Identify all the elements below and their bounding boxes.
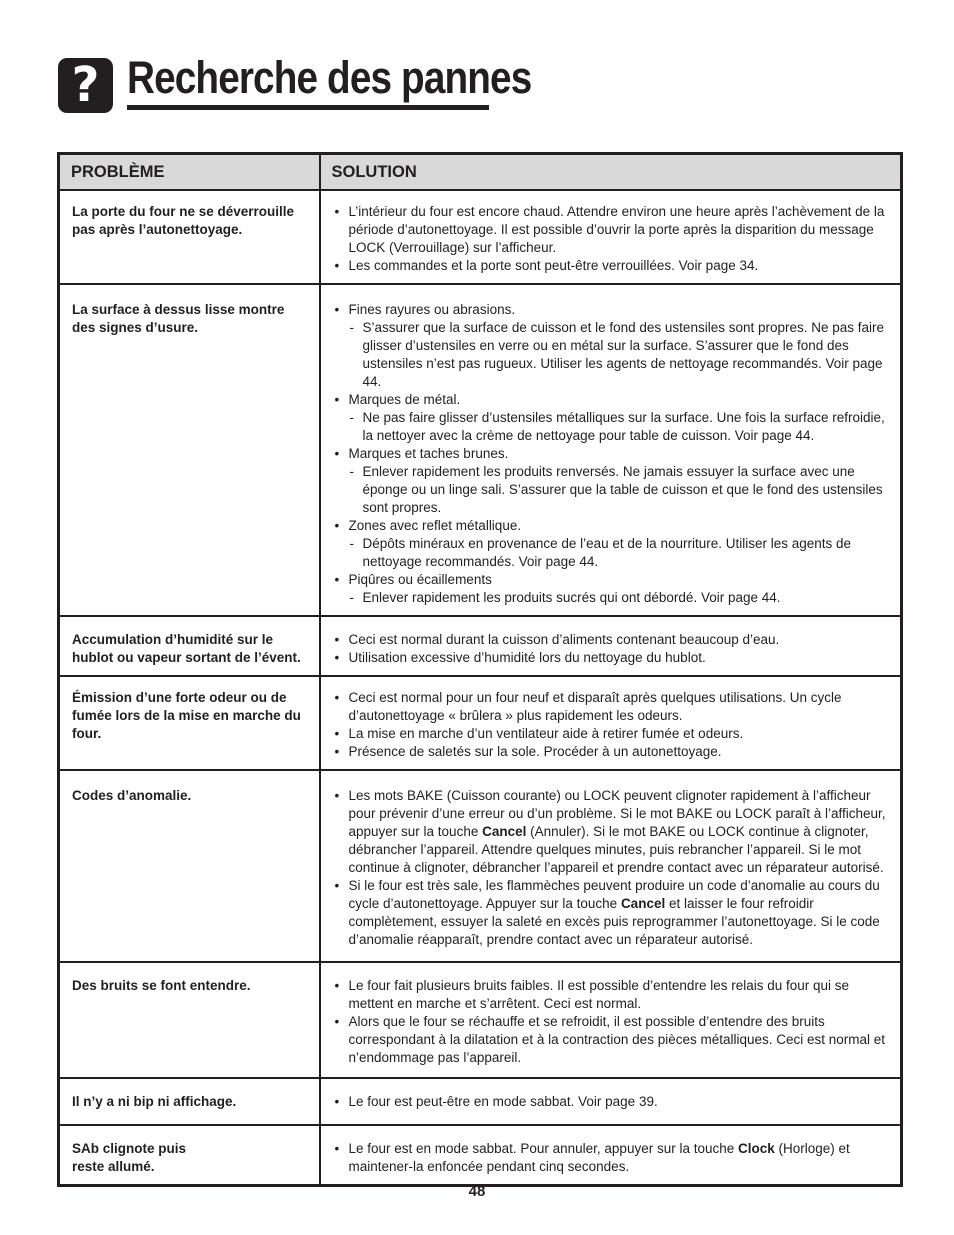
- table-header-row: [59, 154, 902, 191]
- table-row: [59, 676, 902, 770]
- solution-subitem: - Ne pas faire glisser d’ustensiles métalliques sur la surface. Une fois la surface refroidie, la nettoyer avec la crème de nettoyage pour table de cuisson. Voir page 44.: [349, 409, 895, 445]
- solution-item: • Piqûres ou écaillements - Enlever rapidement les produits sucrés qui ont débordé. Voir page 44.: [333, 571, 895, 607]
- solution-item: • La mise en marche d’un ventilateur aide à retirer fumée et odeurs.: [333, 725, 895, 743]
- solution-item: • Le four est peut-être en mode sabbat. Voir page 39.: [333, 1093, 895, 1111]
- solution-item: • Le four est en mode sabbat. Pour annuler, appuyer sur la touche Clock (Horloge) et maintener-la enfoncée pendant cinq secondes.: [333, 1140, 895, 1176]
- solution-cell: [320, 284, 902, 616]
- problem-cell: Il n’y a ni bip ni affichage.: [59, 1078, 320, 1125]
- page-title: Recherche des pannes: [127, 52, 532, 103]
- problem-cell: La porte du four ne se déverrouille pas après l’autonettoyage.: [59, 190, 320, 284]
- solution-cell: [320, 1078, 902, 1125]
- title-underline: [127, 105, 489, 110]
- page-header: [58, 52, 532, 113]
- solution-item: • Le four fait plusieurs bruits faibles. Il est possible d’entendre les relais du four qui se mettent en marche et s’arrêtent. Ceci est normal.: [333, 977, 895, 1013]
- solution-cell: [320, 616, 902, 676]
- solution-subitem: - Enlever rapidement les produits sucrés qui ont débordé. Voir page 44.: [349, 589, 895, 607]
- solution-item: • Marques et taches brunes. - Enlever rapidement les produits renversés. Ne jamais essuyer la surface avec une éponge ou un linge sali. S’assurer que la table de cuisson et que le fond des ustensiles sont propres.: [333, 445, 895, 517]
- solution-item: • L’intérieur du four est encore chaud. Attendre environ une heure après l’achèvement de la période d’autonettoyage. Il est possible d’ouvrir la porte après la disparition du message LOCK (Verrouillage) sur l’afficheur.: [333, 203, 895, 257]
- solution-item: • Utilisation excessive d’humidité lors du nettoyage du hublot.: [333, 649, 895, 667]
- problem-cell: SAb clignote puis reste allumé.: [59, 1125, 320, 1186]
- solution-item: • Alors que le four se réchauffe et se refroidit, il est possible d’entendre des bruits correspondant à la dilatation et à la contraction des pièces métalliques. Ceci est normal et n’endommage pas l’appareil.: [333, 1013, 895, 1067]
- solution-item: • Zones avec reflet métallique. - Dépôts minéraux en provenance de l’eau et de la nourriture. Utiliser les agents de nettoyage recommandés. Voir page 44.: [333, 517, 895, 571]
- solution-item: • Si le four est très sale, les flammèches peuvent produire un code d’anomalie au cours du cycle d’autonettoyage. Appuyer sur la touche Cancel et laisser le four refroidir complètement, essuyer la saleté en excès puis reprogrammer l’autonettoyage. Si le code d’anomalie réapparaît, prendre contact avec un réparateur autorisé.: [333, 877, 895, 949]
- solution-subitem: - Dépôts minéraux en provenance de l’eau et de la nourriture. Utiliser les agents de nettoyage recommandés. Voir page 44.: [349, 535, 895, 571]
- table-row: [59, 1125, 902, 1186]
- solution-cell: [320, 190, 902, 284]
- solution-item: • Présence de saletés sur la sole. Procéder à un autonettoyage.: [333, 743, 895, 761]
- solution-cell: [320, 1125, 902, 1186]
- table-row: [59, 1078, 902, 1125]
- table-row: [59, 616, 902, 676]
- page-number: 48: [468, 1183, 486, 1200]
- problem-cell: La surface à dessus lisse montre des signes d’usure.: [59, 284, 320, 616]
- troubleshooting-table: [57, 152, 903, 1187]
- problem-cell: Codes d’anomalie.: [59, 770, 320, 962]
- solution-item: • Marques de métal. - Ne pas faire glisser d’ustensiles métalliques sur la surface. Une fois la surface refroidie, la nettoyer avec la crème de nettoyage pour table de cuisson. Voir page 44.: [333, 391, 895, 445]
- solution-item: • Les commandes et la porte sont peut-être verrouillées. Voir page 34.: [333, 257, 895, 275]
- solution-cell: [320, 676, 902, 770]
- column-header-problem: PROBLÈME: [59, 154, 320, 191]
- problem-cell: Des bruits se font entendre.: [59, 962, 320, 1078]
- solution-item: • Les mots BAKE (Cuisson courante) ou LOCK peuvent clignoter rapidement à l’afficheur pour prévenir d’une erreur ou d’un problème. Si le mot BAKE ou LOCK paraît à l’afficheur, appuyer sur la touche Cancel (Annuler). Si le mot BAKE ou LOCK continue à clignoter, débrancher l’appareil. Attendre quelques minutes, puis rebrancher l’appareil. Si le mot continue à clignoter, débrancher l’appareil et prendre contact avec un réparateur autorisé.: [333, 787, 895, 877]
- problem-cell: Accumulation d’humidité sur le hublot ou vapeur sortant de l’évent.: [59, 616, 320, 676]
- table-row: [59, 284, 902, 616]
- solution-subitem: - S’assurer que la surface de cuisson et le fond des ustensiles sont propres. Ne pas faire glisser d’ustensiles en verre ou en métal sur la surface. S’assurer que le fond des ustensiles n’est pas rugueux. Utiliser les agents de nettoyage recommandés. Voir page 44.: [349, 319, 895, 391]
- question-mark-icon: ?: [58, 58, 113, 113]
- solution-cell: [320, 770, 902, 962]
- problem-cell: Émission d’une forte odeur ou de fumée lors de la mise en marche du four.: [59, 676, 320, 770]
- table-row: [59, 190, 902, 284]
- solution-subitem: - Enlever rapidement les produits renversés. Ne jamais essuyer la surface avec une éponge ou un linge sali. S’assurer que la table de cuisson et que le fond des ustensiles sont propres.: [349, 463, 895, 517]
- solution-item: • Ceci est normal durant la cuisson d’aliments contenant beaucoup d’eau.: [333, 631, 895, 649]
- table-row: [59, 962, 902, 1078]
- solution-cell: [320, 962, 902, 1078]
- solution-item: • Ceci est normal pour un four neuf et disparaît après quelques utilisations. Un cycle d’autonettoyage « brûlera » plus rapidement les odeurs.: [333, 689, 895, 725]
- solution-item: • Fines rayures ou abrasions. - S’assurer que la surface de cuisson et le fond des ustensiles sont propres. Ne pas faire glisser d’ustensiles en verre ou en métal sur la surface. S’assurer que le fond des ustensiles n’est pas rugueux. Utiliser les agents de nettoyage recommandés. Voir page 44.: [333, 301, 895, 391]
- table-row: [59, 770, 902, 962]
- column-header-solution: SOLUTION: [320, 154, 902, 191]
